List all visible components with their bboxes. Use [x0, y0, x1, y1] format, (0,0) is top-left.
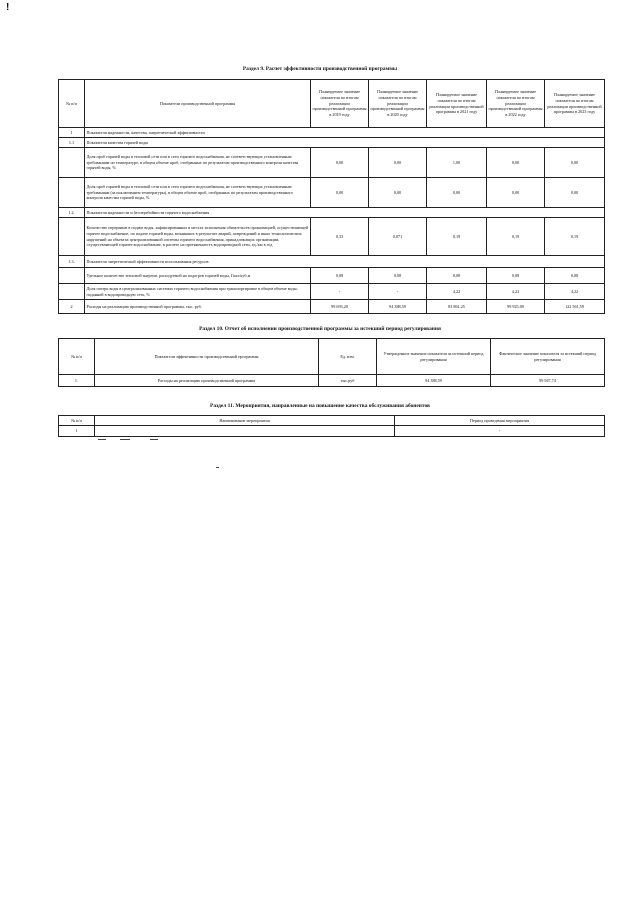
value-2020: 0,00: [369, 178, 427, 208]
section9-title: Раздел 9. Расчет эффективности производственной программы: [242, 66, 398, 72]
col-actual-header: Фактическое значение показателя за истекший период регулирования: [491, 339, 605, 375]
section11-title: Раздел 11. Мероприятия, направленные на повышение качества обслуживания абонентов: [210, 403, 430, 409]
value-2022: 0,08: [487, 268, 545, 284]
row-label: Показатели энергетической эффективности использования ресурсов: [85, 256, 605, 268]
row-num: [59, 218, 85, 256]
col-2020-header: Планируемое значение показателя по итогам реализации производственной программы в 2020 году: [369, 80, 427, 128]
table-row: [59, 178, 605, 208]
table-row: [59, 284, 605, 300]
value-2019: 0,00: [311, 178, 369, 208]
table-row: [59, 138, 605, 148]
row-num: [59, 178, 85, 208]
value-2019: 0,33: [311, 218, 369, 256]
value-2021: 4,22: [427, 284, 487, 300]
row-num: [59, 268, 85, 284]
table-row: [59, 218, 605, 256]
value-2021: 1,00: [427, 148, 487, 178]
scan-artifact: [150, 439, 158, 440]
section11-header-row: [59, 416, 605, 426]
value-2020: 94 388,59: [369, 300, 427, 314]
row-actual: 99 947,74: [491, 375, 605, 387]
row-label: Доля проб горячей воды в тепловой сети или в сети горячего водоснабжения, не соответствующих установленным требованиям (за исключением температуры), в общем объеме проб, отобранных по результатам производственного контроля качества горячей воды, %: [85, 178, 311, 208]
value-2022: 0,19: [487, 218, 545, 256]
row-name: [95, 426, 395, 437]
value-2019: 99 693,20: [311, 300, 369, 314]
row-unit: тыс.руб: [319, 375, 377, 387]
row-num: [59, 148, 85, 178]
table-row: [59, 148, 605, 178]
scan-artifact: [216, 467, 219, 468]
row-num: 1: [59, 128, 85, 138]
row-period: -: [395, 426, 605, 437]
col-indicator-header: Показатели производственной программы: [85, 80, 311, 128]
row-num: 1.3.: [59, 256, 85, 268]
value-2022: 0,00: [487, 178, 545, 208]
value-2020: 0,00: [369, 148, 427, 178]
table-row: [59, 268, 605, 284]
value-2023: 0,19: [545, 218, 605, 256]
row-num: 1: [59, 426, 95, 437]
col-approved-header: Утвержденное значение показателя за истекший период регулирования: [377, 339, 491, 375]
value-2023: 0,00: [545, 148, 605, 178]
value-2020: 0,071: [369, 218, 427, 256]
col-unit-header: Ед. изм.: [319, 339, 377, 375]
section10-header-row: [59, 339, 605, 375]
section10-title: Раздел 10. Отчет об исполнении производственной программы за истекший период регулирования: [199, 326, 441, 332]
value-2022: 4,22: [487, 284, 545, 300]
row-label: Показатели надежности, качества, энергетической эффективности: [85, 128, 605, 138]
col-2023-header: Планируемое значение показателя по итогам реализации производственной программы в 2023 году: [545, 80, 605, 128]
row-label: Доля потерь воды в централизованных системах горячего водоснабжения при транспортировке в общем объеме воды, поданной в водопроводную сеть, %: [85, 284, 311, 300]
table-row: [59, 256, 605, 268]
value-2021: 83 861,25: [427, 300, 487, 314]
table-row: [59, 300, 605, 314]
section11-table: [58, 415, 605, 437]
row-num: [59, 284, 85, 300]
section10-table: [58, 338, 605, 387]
value-2023: 122 561,59: [545, 300, 605, 314]
value-2022: 0,00: [487, 148, 545, 178]
row-label: Удельное количество тепловой энергии, расходуемой на подогрев горячей воды, Гкал/куб.м: [85, 268, 311, 284]
value-2021: 0,19: [427, 218, 487, 256]
value-2022: 99 925,09: [487, 300, 545, 314]
row-num: 1.: [59, 375, 95, 387]
section9-table: [58, 79, 605, 314]
row-approved: 94 388,59: [377, 375, 491, 387]
value-2021: 0,00: [427, 178, 487, 208]
row-num: 2: [59, 300, 85, 314]
value-2019: -: [311, 284, 369, 300]
value-2023: 4,22: [545, 284, 605, 300]
col-num-header: № п/п: [59, 339, 95, 375]
col-name-header: Наименование мероприятия: [95, 416, 395, 426]
section9-header-row: [59, 80, 605, 128]
row-label: Расходы на реализацию производственной программы, тыс. руб.: [85, 300, 311, 314]
table-row: [59, 426, 605, 437]
col-num-header: № п/п: [59, 416, 95, 426]
value-2023: 0,08: [545, 268, 605, 284]
scan-artifact: [98, 439, 106, 440]
row-label: Количество перерывов в подаче воды, зафиксированных в местах исполнения обязательств организацией, осуществляющей горячее водоснабжение, по подаче горячей воды, возникших в результате аварий, повреждений и иных технологических нарушений на объектах централизованной системы горячего водоснабжения, принадлежащих организации, осуществляющей горячее водоснабжение, в расчете на протяженность водопроводной сети, ед./км в год: [85, 218, 311, 256]
table-row: [59, 208, 605, 218]
value-2019: 0,00: [311, 148, 369, 178]
table-row: [59, 128, 605, 138]
row-label: Показатели надежности и бесперебойности горячего водоснабжения: [85, 208, 605, 218]
col-2019-header: Планируемое значение показателя по итогам реализации производственной программы в 2019 году: [311, 80, 369, 128]
col-2022-header: Планируемое значение показателя по итогам реализации производственной программы в 2022 году: [487, 80, 545, 128]
value-2020: -: [369, 284, 427, 300]
row-num: 1.1: [59, 138, 85, 148]
value-2019: 0,08: [311, 268, 369, 284]
col-num-header: № п/п: [59, 80, 85, 128]
value-2021: 0,08: [427, 268, 487, 284]
row-label: Показатели качества горячей воды: [85, 138, 605, 148]
page-mark: !: [6, 2, 10, 13]
table-row: [59, 375, 605, 387]
row-num: 1.2.: [59, 208, 85, 218]
scan-artifact: [120, 439, 130, 440]
row-label: Доля проб горячей воды в тепловой сети или в сети горячего водоснабжения, не соответствующих установленным требованиям по температуре, в общем объеме проб, отобранных по результатам производственного контроля качества горячей воды, %: [85, 148, 311, 178]
value-2023: 0,00: [545, 178, 605, 208]
value-2020: 0,08: [369, 268, 427, 284]
col-period-header: Период проведения мероприятия: [395, 416, 605, 426]
row-label: Расходы на реализацию производственной программы: [95, 375, 319, 387]
col-2021-header: Планируемое значение показателя по итогам реализации производственной программы в 2021 году: [427, 80, 487, 128]
col-indicator-header: Показатели эффективности производственной программы: [95, 339, 319, 375]
